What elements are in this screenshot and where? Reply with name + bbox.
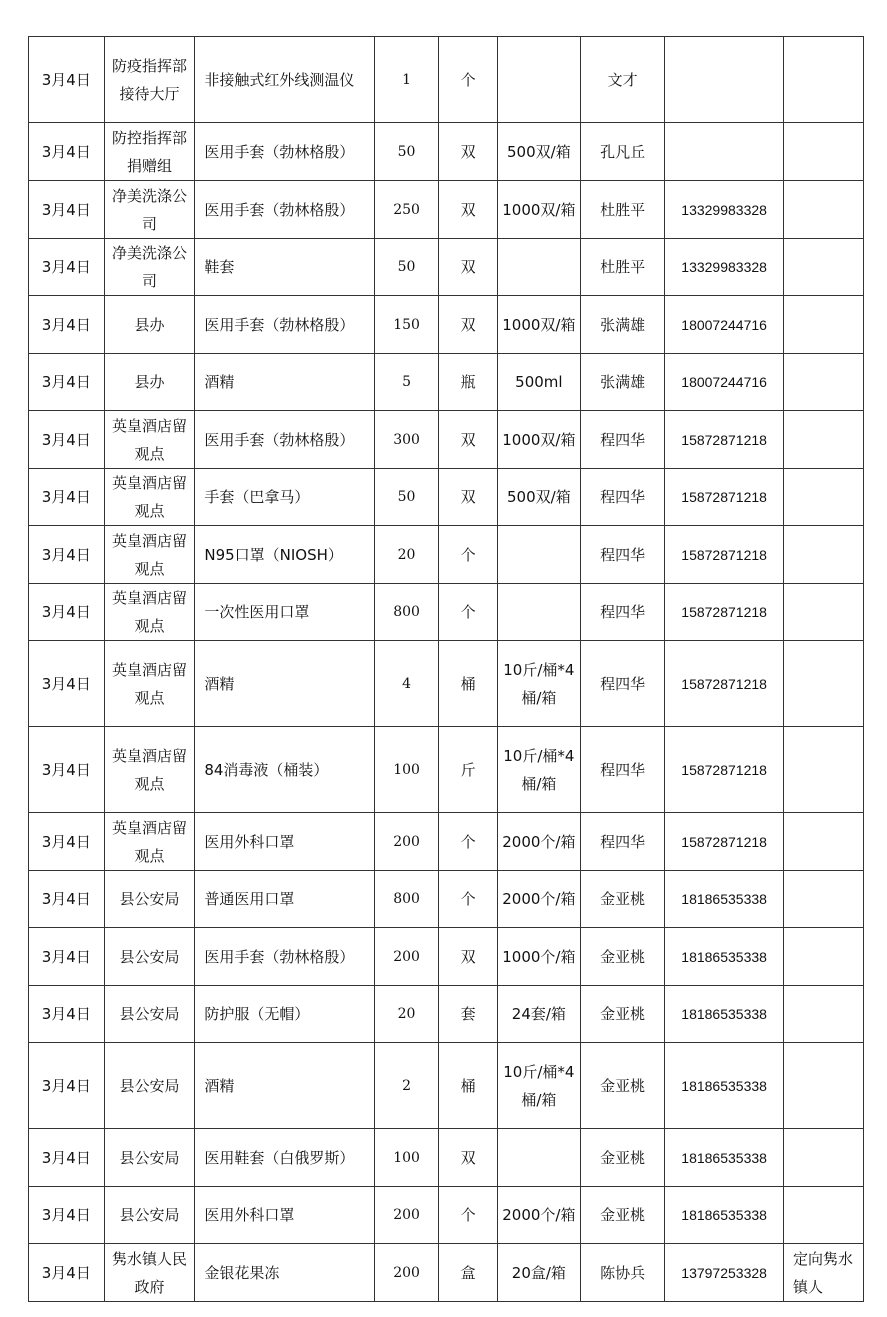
contact-cell: 张满雄: [580, 354, 664, 411]
measure-unit-cell: 个: [439, 871, 497, 928]
note-cell: [784, 469, 864, 526]
item-cell: 酒精: [195, 1043, 374, 1129]
date-cell: 3月4日: [29, 1244, 105, 1302]
item-cell: 手套（巴拿马）: [195, 469, 374, 526]
measure-unit-cell: 个: [439, 37, 497, 123]
measure-unit-cell: 双: [439, 239, 497, 296]
contact-cell: 程四华: [580, 526, 664, 584]
quantity-cell: 4: [374, 641, 439, 727]
quantity-cell: 20: [374, 986, 439, 1043]
contact-cell: 程四华: [580, 411, 664, 469]
unit-cell: 英皇酒店留观点: [104, 411, 195, 469]
unit-cell: 净美洗涤公司: [104, 181, 195, 239]
item-cell: 鞋套: [195, 239, 374, 296]
spec-cell: 500ml: [497, 354, 580, 411]
item-cell: 酒精: [195, 641, 374, 727]
note-cell: [784, 1129, 864, 1187]
spec-cell: 2000个/箱: [497, 871, 580, 928]
contact-cell: 文才: [580, 37, 664, 123]
spec-cell: [497, 526, 580, 584]
note-cell: [784, 354, 864, 411]
table-row: [29, 813, 864, 871]
spec-cell: [497, 239, 580, 296]
contact-cell: 程四华: [580, 469, 664, 526]
item-cell: 普通医用口罩: [195, 871, 374, 928]
measure-unit-cell: 个: [439, 1187, 497, 1244]
table-row: [29, 469, 864, 526]
unit-cell: 英皇酒店留观点: [104, 526, 195, 584]
spec-cell: 20盒/箱: [497, 1244, 580, 1302]
quantity-cell: 100: [374, 727, 439, 813]
unit-cell: 英皇酒店留观点: [104, 469, 195, 526]
note-cell: [784, 296, 864, 354]
table-row: [29, 123, 864, 181]
table-row: [29, 1187, 864, 1244]
table-row: [29, 727, 864, 813]
contact-cell: 张满雄: [580, 296, 664, 354]
table-row: [29, 928, 864, 986]
spec-cell: 1000双/箱: [497, 296, 580, 354]
measure-unit-cell: 双: [439, 411, 497, 469]
date-cell: 3月4日: [29, 584, 105, 641]
phone-cell: 18007244716: [665, 296, 784, 354]
date-cell: 3月4日: [29, 469, 105, 526]
quantity-cell: 200: [374, 928, 439, 986]
note-cell: [784, 986, 864, 1043]
note-cell: [784, 813, 864, 871]
unit-cell: 英皇酒店留观点: [104, 584, 195, 641]
item-cell: 医用外科口罩: [195, 1187, 374, 1244]
unit-cell: 县办: [104, 296, 195, 354]
contact-cell: 孔凡丘: [580, 123, 664, 181]
phone-cell: 18186535338: [665, 1187, 784, 1244]
phone-cell: 18186535338: [665, 1043, 784, 1129]
contact-cell: 金亚桃: [580, 928, 664, 986]
contact-cell: 杜胜平: [580, 239, 664, 296]
note-cell: 定向隽水镇人: [784, 1244, 864, 1302]
contact-cell: 杜胜平: [580, 181, 664, 239]
table-row: [29, 526, 864, 584]
phone-cell: 18186535338: [665, 1129, 784, 1187]
phone-cell: 13797253328: [665, 1244, 784, 1302]
note-cell: [784, 239, 864, 296]
item-cell: 医用手套（勃林格殷）: [195, 296, 374, 354]
table-row: [29, 37, 864, 123]
item-cell: 金银花果冻: [195, 1244, 374, 1302]
table-row: [29, 1043, 864, 1129]
table-row: [29, 411, 864, 469]
phone-cell: 18186535338: [665, 928, 784, 986]
date-cell: 3月4日: [29, 1187, 105, 1244]
measure-unit-cell: 瓶: [439, 354, 497, 411]
item-cell: 医用鞋套（白俄罗斯）: [195, 1129, 374, 1187]
phone-cell: 13329983328: [665, 239, 784, 296]
unit-cell: 县公安局: [104, 1043, 195, 1129]
table-row: [29, 354, 864, 411]
quantity-cell: 800: [374, 871, 439, 928]
table-row: [29, 181, 864, 239]
date-cell: 3月4日: [29, 641, 105, 727]
date-cell: 3月4日: [29, 727, 105, 813]
unit-cell: 英皇酒店留观点: [104, 727, 195, 813]
measure-unit-cell: 斤: [439, 727, 497, 813]
spec-cell: 24套/箱: [497, 986, 580, 1043]
table-row: [29, 871, 864, 928]
quantity-cell: 50: [374, 239, 439, 296]
item-cell: 一次性医用口罩: [195, 584, 374, 641]
date-cell: 3月4日: [29, 1043, 105, 1129]
date-cell: 3月4日: [29, 871, 105, 928]
distribution-table: [28, 36, 864, 1302]
note-cell: [784, 641, 864, 727]
spec-cell: [497, 37, 580, 123]
spec-cell: [497, 1129, 580, 1187]
table-row: [29, 239, 864, 296]
note-cell: [784, 1187, 864, 1244]
phone-cell: 15872871218: [665, 411, 784, 469]
quantity-cell: 200: [374, 1244, 439, 1302]
measure-unit-cell: 双: [439, 469, 497, 526]
item-cell: N95口罩（NIOSH）: [195, 526, 374, 584]
contact-cell: 金亚桃: [580, 871, 664, 928]
date-cell: 3月4日: [29, 354, 105, 411]
measure-unit-cell: 双: [439, 181, 497, 239]
quantity-cell: 250: [374, 181, 439, 239]
quantity-cell: 100: [374, 1129, 439, 1187]
measure-unit-cell: 套: [439, 986, 497, 1043]
measure-unit-cell: 桶: [439, 641, 497, 727]
date-cell: 3月4日: [29, 928, 105, 986]
quantity-cell: 5: [374, 354, 439, 411]
unit-cell: 隽水镇人民政府: [104, 1244, 195, 1302]
quantity-cell: 2: [374, 1043, 439, 1129]
note-cell: [784, 411, 864, 469]
phone-cell: 18186535338: [665, 871, 784, 928]
table-row: [29, 1244, 864, 1302]
contact-cell: 程四华: [580, 584, 664, 641]
date-cell: 3月4日: [29, 411, 105, 469]
contact-cell: 程四华: [580, 813, 664, 871]
quantity-cell: 150: [374, 296, 439, 354]
measure-unit-cell: 个: [439, 813, 497, 871]
item-cell: 防护服（无帽）: [195, 986, 374, 1043]
date-cell: 3月4日: [29, 526, 105, 584]
measure-unit-cell: 桶: [439, 1043, 497, 1129]
note-cell: [784, 727, 864, 813]
table-row: [29, 641, 864, 727]
table-row: [29, 296, 864, 354]
unit-cell: 防疫指挥部接待大厅: [104, 37, 195, 123]
measure-unit-cell: 双: [439, 1129, 497, 1187]
item-cell: 84消毒液（桶装）: [195, 727, 374, 813]
item-cell: 医用外科口罩: [195, 813, 374, 871]
unit-cell: 县公安局: [104, 928, 195, 986]
contact-cell: 陈协兵: [580, 1244, 664, 1302]
note-cell: [784, 526, 864, 584]
item-cell: 医用手套（勃林格殷）: [195, 181, 374, 239]
item-cell: 医用手套（勃林格殷）: [195, 123, 374, 181]
item-cell: 非接触式红外线测温仪: [195, 37, 374, 123]
unit-cell: 县公安局: [104, 986, 195, 1043]
measure-unit-cell: 双: [439, 123, 497, 181]
note-cell: [784, 123, 864, 181]
table-row: [29, 1129, 864, 1187]
unit-cell: 县公安局: [104, 871, 195, 928]
item-cell: 医用手套（勃林格殷）: [195, 411, 374, 469]
phone-cell: 15872871218: [665, 813, 784, 871]
date-cell: 3月4日: [29, 123, 105, 181]
measure-unit-cell: 双: [439, 296, 497, 354]
date-cell: 3月4日: [29, 813, 105, 871]
phone-cell: 15872871218: [665, 526, 784, 584]
phone-cell: 18186535338: [665, 986, 784, 1043]
unit-cell: 防控指挥部捐赠组: [104, 123, 195, 181]
note-cell: [784, 928, 864, 986]
measure-unit-cell: 盒: [439, 1244, 497, 1302]
phone-cell: 15872871218: [665, 584, 784, 641]
table-body: [29, 37, 864, 1302]
unit-cell: 县公安局: [104, 1187, 195, 1244]
spec-cell: 2000个/箱: [497, 1187, 580, 1244]
spec-cell: 500双/箱: [497, 123, 580, 181]
spec-cell: 500双/箱: [497, 469, 580, 526]
quantity-cell: 20: [374, 526, 439, 584]
contact-cell: 金亚桃: [580, 986, 664, 1043]
distribution-table-container: [28, 36, 864, 1302]
measure-unit-cell: 个: [439, 584, 497, 641]
spec-cell: 1000双/箱: [497, 181, 580, 239]
quantity-cell: 50: [374, 469, 439, 526]
spec-cell: 10斤/桶*4桶/箱: [497, 1043, 580, 1129]
quantity-cell: 200: [374, 1187, 439, 1244]
note-cell: [784, 1043, 864, 1129]
quantity-cell: 300: [374, 411, 439, 469]
note-cell: [784, 584, 864, 641]
spec-cell: 1000双/箱: [497, 411, 580, 469]
phone-cell: 15872871218: [665, 727, 784, 813]
phone-cell: [665, 123, 784, 181]
quantity-cell: 1: [374, 37, 439, 123]
spec-cell: 1000个/箱: [497, 928, 580, 986]
quantity-cell: 200: [374, 813, 439, 871]
table-row: [29, 986, 864, 1043]
contact-cell: 金亚桃: [580, 1129, 664, 1187]
measure-unit-cell: 双: [439, 928, 497, 986]
phone-cell: 15872871218: [665, 641, 784, 727]
note-cell: [784, 181, 864, 239]
unit-cell: 英皇酒店留观点: [104, 813, 195, 871]
phone-cell: 15872871218: [665, 469, 784, 526]
quantity-cell: 800: [374, 584, 439, 641]
unit-cell: 英皇酒店留观点: [104, 641, 195, 727]
item-cell: 酒精: [195, 354, 374, 411]
quantity-cell: 50: [374, 123, 439, 181]
contact-cell: 程四华: [580, 727, 664, 813]
date-cell: 3月4日: [29, 986, 105, 1043]
note-cell: [784, 871, 864, 928]
unit-cell: 县办: [104, 354, 195, 411]
unit-cell: 县公安局: [104, 1129, 195, 1187]
spec-cell: 2000个/箱: [497, 813, 580, 871]
phone-cell: [665, 37, 784, 123]
phone-cell: 18007244716: [665, 354, 784, 411]
date-cell: 3月4日: [29, 239, 105, 296]
phone-cell: 13329983328: [665, 181, 784, 239]
date-cell: 3月4日: [29, 181, 105, 239]
contact-cell: 金亚桃: [580, 1187, 664, 1244]
contact-cell: 程四华: [580, 641, 664, 727]
item-cell: 医用手套（勃林格殷）: [195, 928, 374, 986]
date-cell: 3月4日: [29, 1129, 105, 1187]
table-row: [29, 584, 864, 641]
date-cell: 3月4日: [29, 296, 105, 354]
spec-cell: [497, 584, 580, 641]
unit-cell: 净美洗涤公司: [104, 239, 195, 296]
spec-cell: 10斤/桶*4桶/箱: [497, 641, 580, 727]
measure-unit-cell: 个: [439, 526, 497, 584]
note-cell: [784, 37, 864, 123]
date-cell: 3月4日: [29, 37, 105, 123]
contact-cell: 金亚桃: [580, 1043, 664, 1129]
spec-cell: 10斤/桶*4桶/箱: [497, 727, 580, 813]
